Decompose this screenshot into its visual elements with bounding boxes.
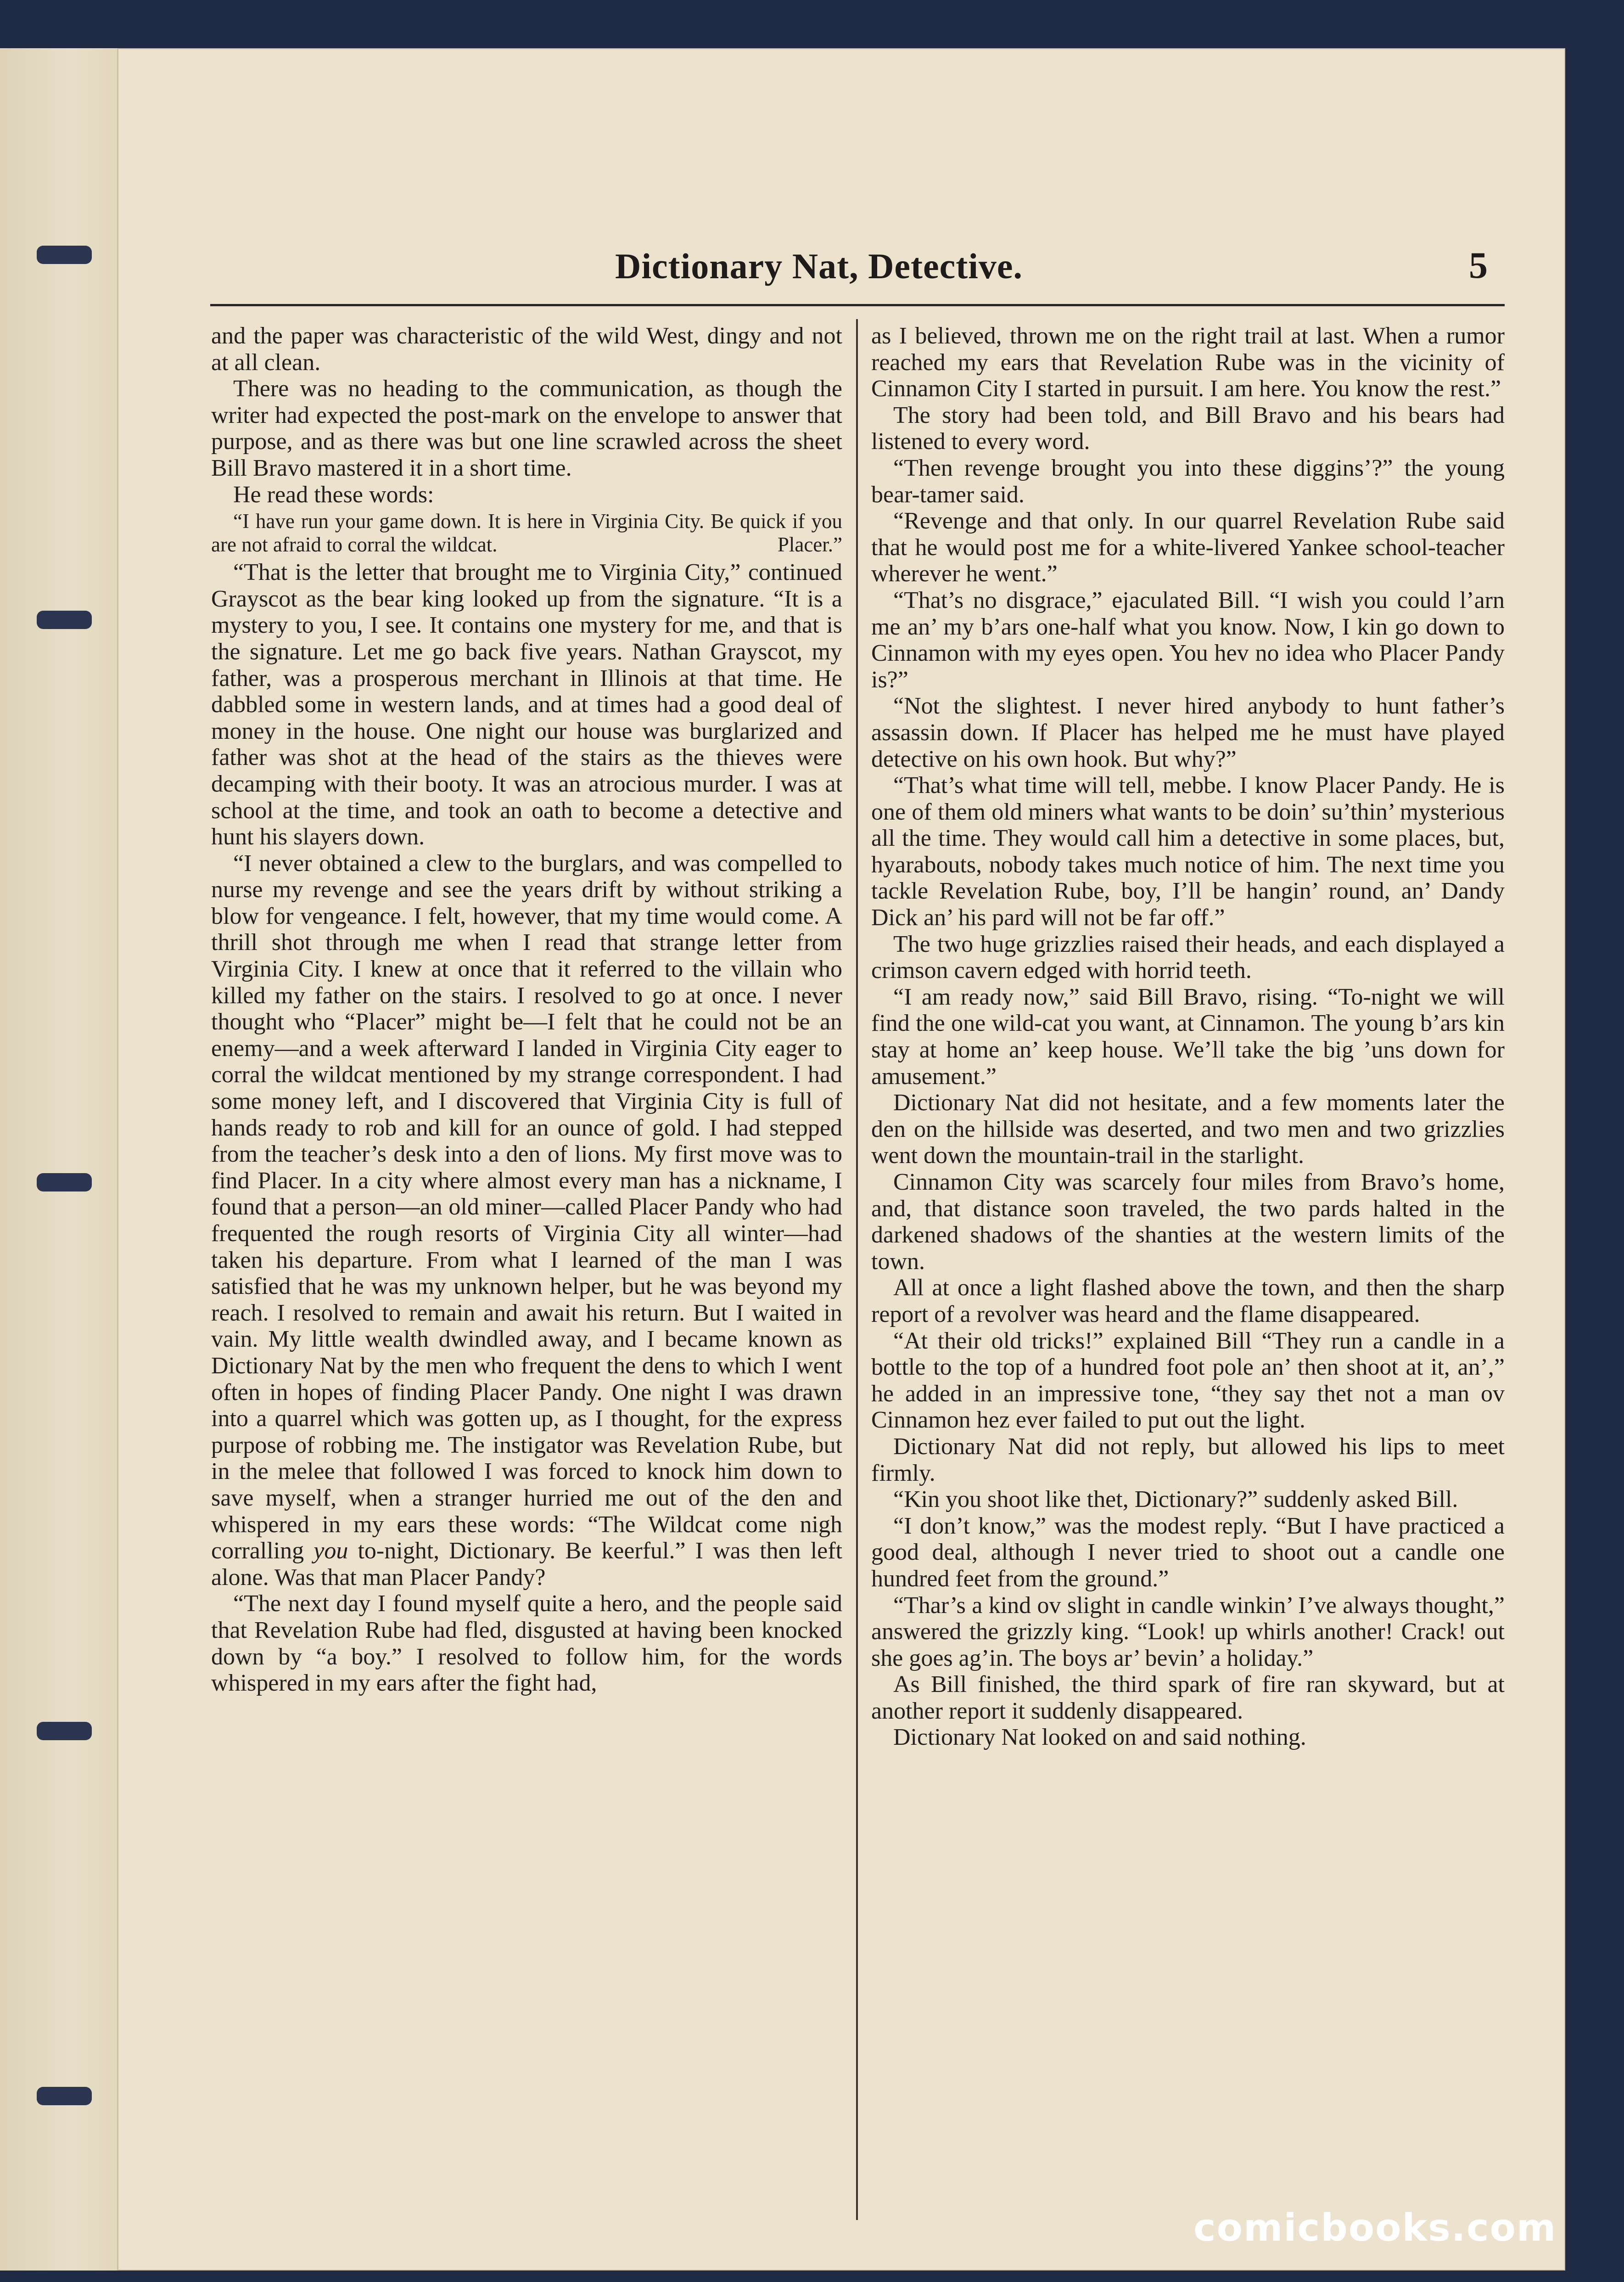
binding-stitch — [37, 2087, 92, 2105]
binding-stitch — [37, 1173, 92, 1192]
paragraph: “Kin you shoot like thet, Dictionary?” suddenly asked Bill. — [893, 1486, 1458, 1513]
column-divider — [856, 319, 858, 2220]
paragraph: Dictionary Nat looked on and said nothing. — [893, 1724, 1306, 1751]
watermark: comicbooks.com — [1193, 2206, 1557, 2250]
running-title: Dictionary Nat, Detective. — [615, 246, 1023, 286]
paragraph: “I don’t know,” was the modest reply. “But I have practiced a good deal, although I never tried to shoot out a candle one hundred feet from the ground.” — [871, 1512, 1505, 1592]
paragraph: “Not the slightest. I never hired anybody to hunt father’s assassin down. If Placer has helped me he must have played detective on his own hook. But why?” — [871, 693, 1505, 772]
paragraph: “The next day I found myself quite a hero, and the people said that Revelation Rube had fled, disgusted at having been knocked down by “a boy.” I resolved to follow him, for the words whispered in my ears after the fight had, — [211, 1591, 842, 1697]
binding-stitch — [37, 1722, 92, 1740]
letter-quote — [211, 510, 842, 556]
paragraph: The story had been told, and Bill Bravo and his bears had listened to every word. — [871, 402, 1505, 455]
binding-stitch — [37, 611, 92, 629]
italic-word: you — [314, 1538, 348, 1564]
paragraph-text: “I never obtained a clew to the burglars, and was compelled to nurse my revenge and see the years drift by without striking a blow for vengeance. I felt, however, that my time would come. A thrill shot through me when I read that strange letter from Virginia City. I knew at once that it referred to the villain who killed my father on the stairs. I resolved to go at once. I never thought who “Placer” might be—I felt that he could not be an enemy—and a week afterward I landed in Virginia City eager to corral the wildcat mentioned by my strange correspondent. I had some money left, and I discovered that Virginia City is full of hands ready to rob and kill for an ounce of gold. I had stepped from the teacher’s desk into a den of lions. My first move was to find Placer. In a city where almost every man has a nickname, I found that a person—an old miner—called Placer Pandy who had frequented the rough resorts of Virginia City all winter—had taken his departure. From what I learned of the man I was satisfied that he was my unknown helper, but he was beyond my reach. I resolved to remain and await his return. But I waited in vain. My little wealth dwindled away, and I became known as Dictionary Nat by the men who frequent the dens to which I went often in hopes of finding Placer Pandy. One night I was drawn into a quarrel which was gotten up, as I thought, for the express purpose of robbing me. The instigator was Revelation Rube, but in the melee that followed I was forced to knock him down to save myself, when a stranger hurried me out of the den and whispered in my ears these words: “The Wildcat come nigh corralling — [211, 850, 842, 1564]
paragraph: “Thar’s a kind ov slight in candle winkin’ I’ve always thought,” answered the grizzly king. “Look! up whirls another! Crack! out she goes ag’in. The boys ar’ bevin’ a holiday.” — [871, 1592, 1505, 1671]
paragraph: Dictionary Nat did not hesitate, and a few moments later the den on the hillside was deserted, and two men and two grizzlies went down the mountain-trail in the starlight. — [871, 1090, 1505, 1169]
paragraph: The two huge grizzlies raised their heads, and each displayed a crimson cavern edged with horrid teeth. — [871, 931, 1505, 984]
paragraph: Cinnamon City was scarcely four miles from Bravo’s home, and, that distance soon traveled, the two pards halted in the darkened shadows of the shanties at the western limits of the town. — [871, 1169, 1505, 1275]
paragraph: Dictionary Nat did not reply, but allowed his lips to meet firmly. — [871, 1433, 1505, 1486]
paragraph: There was no heading to the communication, as though the writer had expected the post-mark on the envelope to answer that purpose, and as there was but one line scrawled across the sheet Bill Bravo mastered it in a short time. — [211, 376, 842, 481]
paragraph: “I am ready now,” said Bill Bravo, rising. “To-night we will find the one wild-cat you want, at Cinnamon. The young b’ars kin stay at home an’ keep house. We’ll take the big ’uns down for amusement.” — [871, 984, 1505, 1090]
paragraph: “That’s no disgrace,” ejaculated Bill. “I wish you could l’arn me an’ my b’ars one-half what you know. Now, I kin go down to Cinnamon with my eyes open. You hev no idea who Placer Pandy is?” — [871, 587, 1505, 693]
paragraph: All at once a light flashed above the town, and then the sharp report of a revolver was heard and the flame disappeared. — [871, 1275, 1505, 1327]
letter-text: “I have run your game down. It is here in Virginia City. Be quick if you are not afraid to corral the wildcat. — [211, 510, 842, 556]
book-page — [0, 48, 1565, 2271]
paragraph: “That is the letter that brought me to Virginia City,” continued Grayscot as the bear king looked up from the signature. “It is a mystery to you, I see. It contains one mystery for me, and that is the signature. Let me go back five years. Nathan Grayscot, my father, was a prosperous merchant in Illinois at that time. He dabbled some in western lands, and at times had a good deal of money in the house. One night our house was burglarized and father was shot at the head of the stairs as the thieves were decamping with their booty. It was an atrocious murder. I was at school at the time, and took an oath to become a detective and hunt his slayers down. — [211, 559, 842, 850]
paragraph: as I believed, thrown me on the right trail at last. When a rumor reached my ears that Revelation Rube was in the vicinity of Cinnamon City I started in pursuit. I am here. You know the rest.” — [871, 323, 1505, 402]
paragraph: “Revenge and that only. In our quarrel Revelation Rube said that he would post me for a white-livered Yankee school-teacher wherever he went.” — [871, 508, 1505, 587]
paragraph: As Bill finished, the third spark of fire ran skyward, but at another report it suddenly disappeared. — [871, 1671, 1505, 1724]
left-column — [211, 323, 842, 2219]
paragraph: “That’s what time will tell, mebbe. I know Placer Pandy. He is one of them old miners what wants to be doin’ su’thin’ mysterious all the time. They would call him a detective in some places, but, hyarabouts, nobody takes much notice of him. The next time you tackle Revelation Rube, boy, I’ll be hangin’ round, an’ Dandy Dick an’ his pard will not be far off.” — [871, 772, 1505, 931]
paragraph: “Then revenge brought you into these diggins’?” the young bear-tamer said. — [871, 455, 1505, 508]
right-column — [871, 323, 1505, 2219]
paragraph: He read these words: — [233, 481, 434, 508]
paragraph — [211, 850, 842, 1591]
paragraph: and the paper was characteristic of the wild West, dingy and not at all clean. — [211, 323, 842, 376]
binding-stitch — [37, 246, 92, 264]
letter-signature: Placer.” — [777, 533, 842, 556]
paragraph-text: to-night, Dictionary. Be keerful.” I was then left alone. Was that man Placer Pandy? — [211, 1538, 842, 1591]
page-spine — [0, 48, 118, 2271]
page-number: 5 — [1469, 244, 1488, 286]
header-rule — [210, 304, 1505, 306]
paragraph: “At their old tricks!” explained Bill “They run a candle in a bottle to the top of a hundred foot pole an’ then shoot at it, an’,” he added in an impressive tone, “they say thet not a man ov Cinnamon hez ever failed to put out the light. — [871, 1327, 1505, 1433]
